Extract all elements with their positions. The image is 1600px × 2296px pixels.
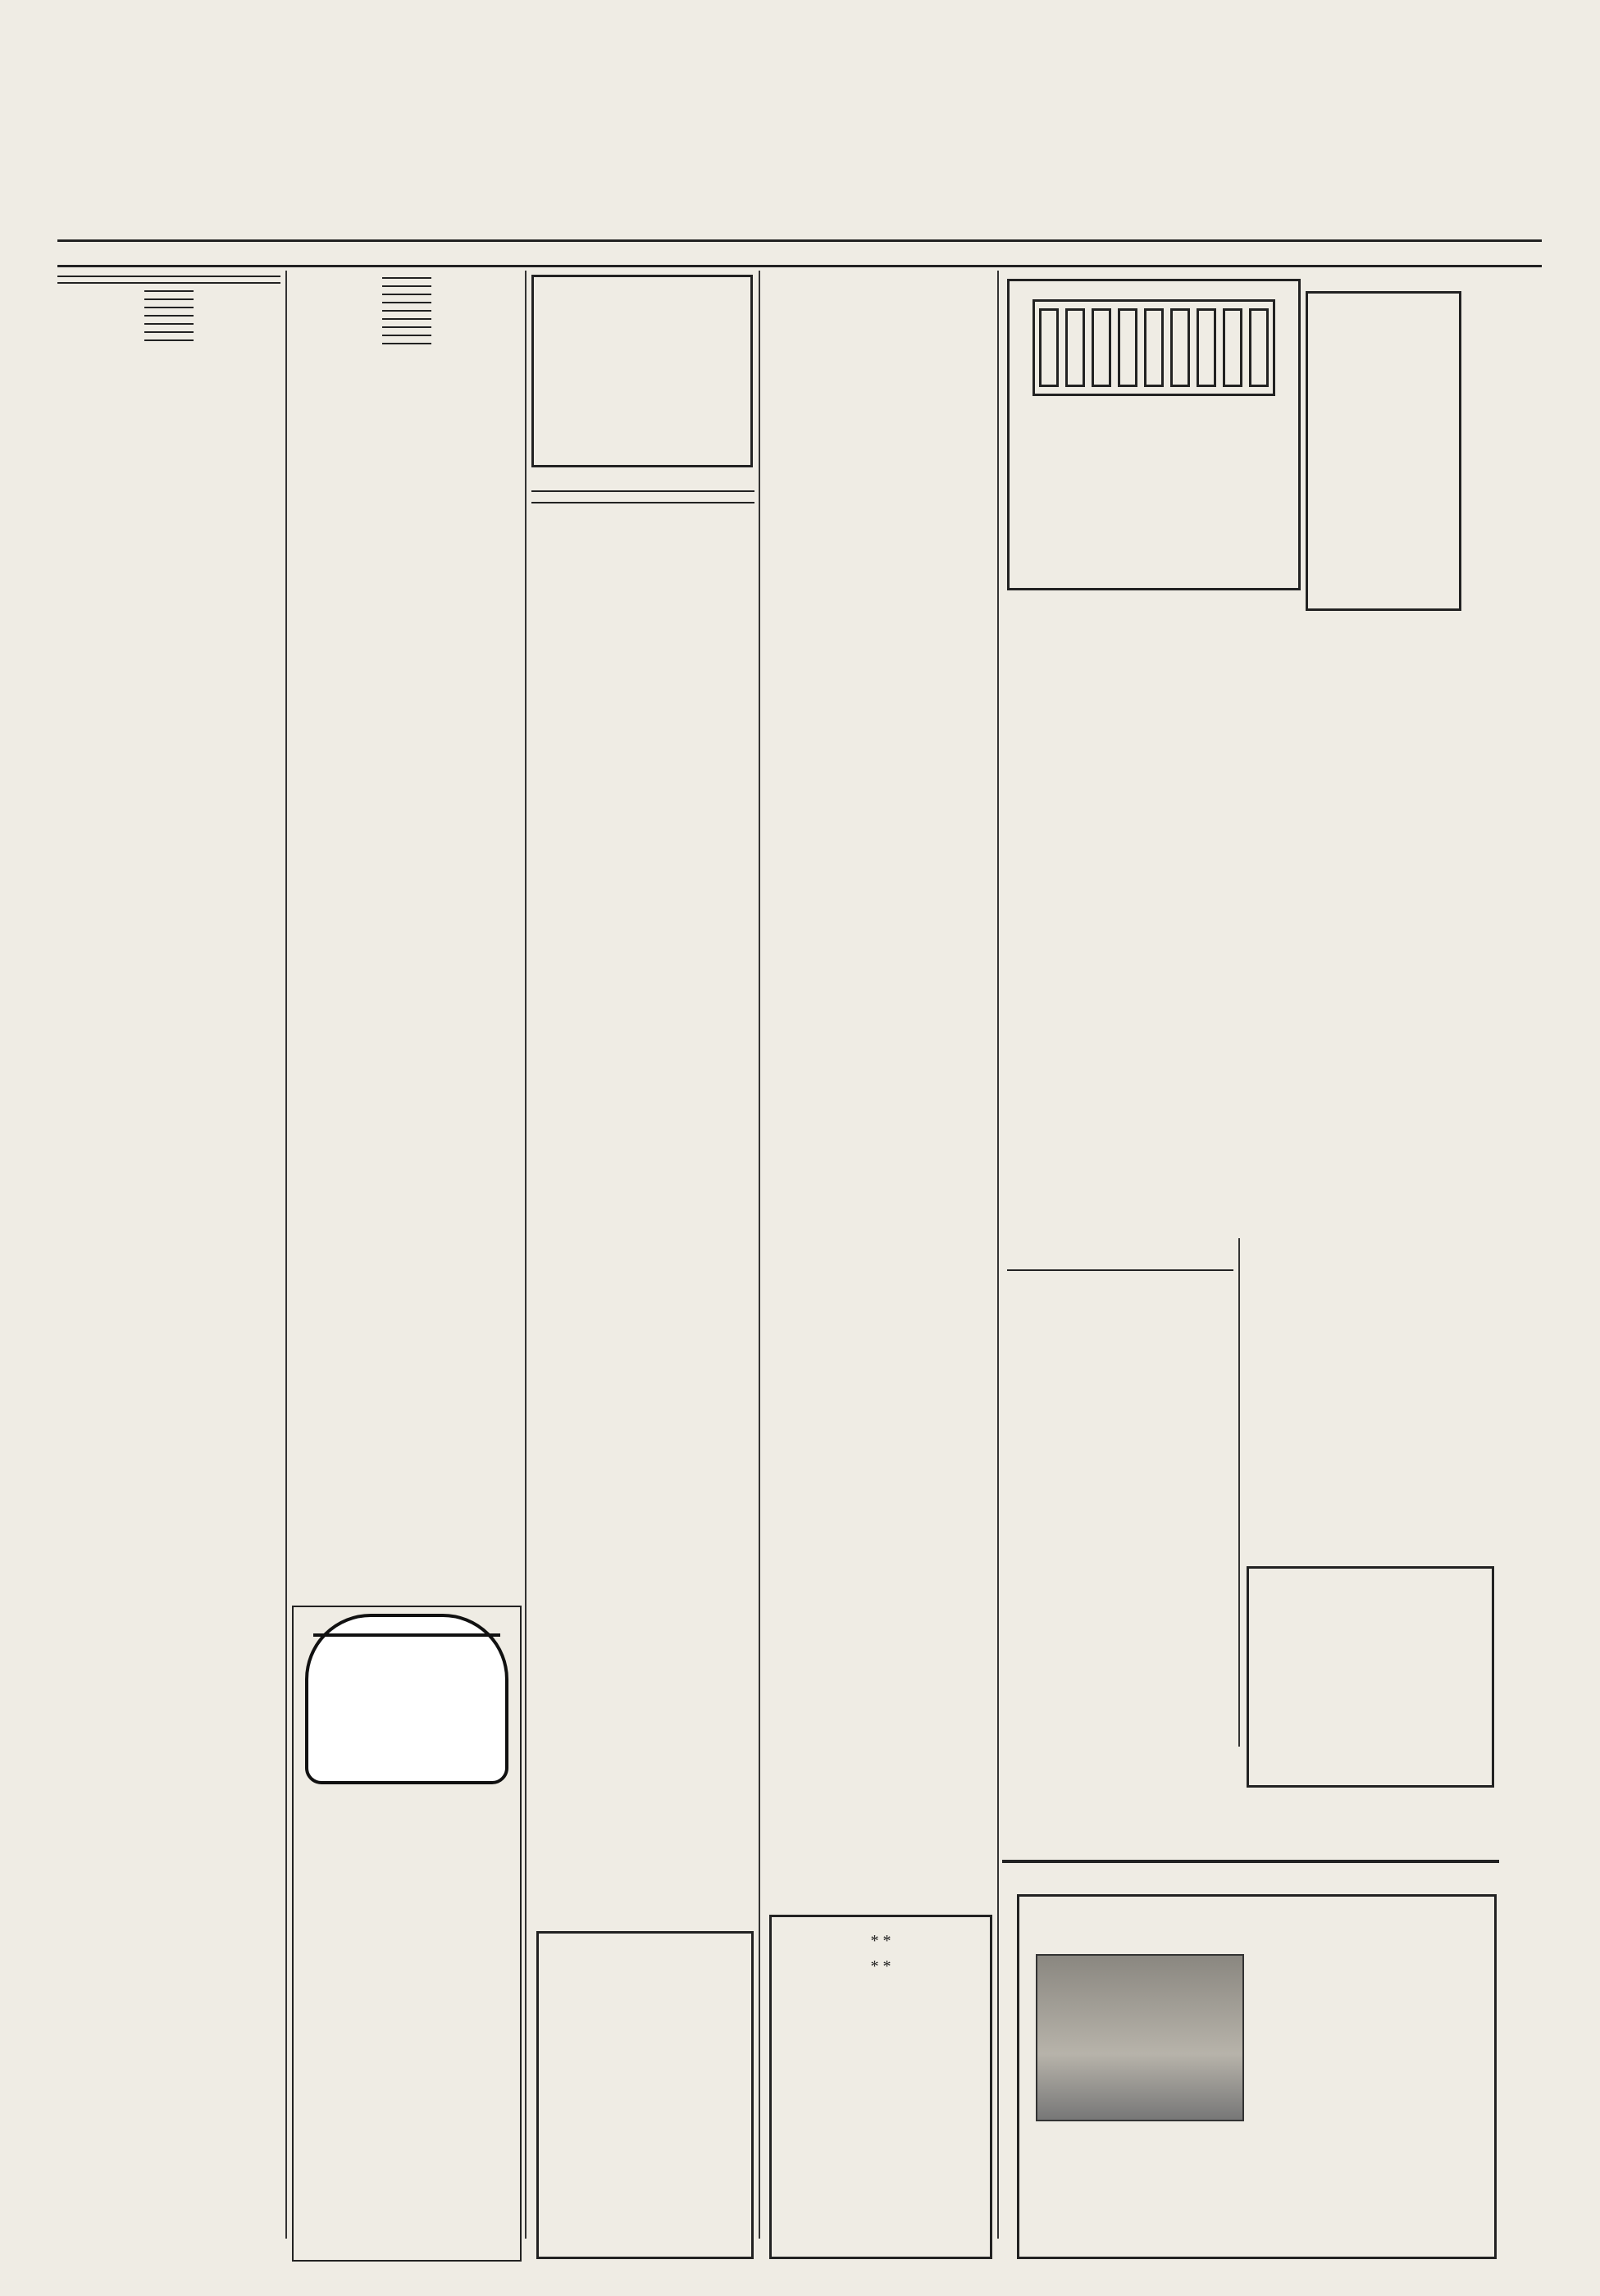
column-rule [1238,1238,1240,1747]
ornament: * * [870,1932,891,1950]
fish-ad [1247,1566,1494,1788]
column-1 [57,271,280,2263]
shoes-ad [1007,279,1301,590]
column-rule [525,271,526,2239]
shoe-bar [1065,308,1085,387]
divider [144,315,194,317]
shoe-bar [1118,308,1137,387]
shoes-graphic [1032,299,1275,396]
divider [382,294,431,295]
divider [382,326,431,328]
college-details [1257,1954,1487,1967]
divider [144,307,194,308]
laundry-ad [769,1915,992,2259]
column-3 [531,484,754,1890]
divider [1002,1860,1499,1863]
scott-ad [531,275,753,467]
shoe-bar [1092,308,1111,387]
divider [382,343,431,344]
divider [382,310,431,312]
column-2 [292,271,522,1599]
divider [382,277,431,279]
divider [144,290,194,292]
shoe-bar [1144,308,1164,387]
divider [382,318,431,320]
column-rule [997,271,999,2239]
divider [382,302,431,303]
mkt-logo-railway [313,1633,500,1637]
shoe-bar [1197,308,1216,387]
dickman-ad [1007,1269,1233,1281]
mkt-railway-ad [292,1606,522,2262]
column-5 [1007,1255,1233,1820]
column-rule [759,271,760,2239]
mkt-logo [305,1614,508,1784]
divider [382,335,431,336]
shoe-bar [1223,308,1242,387]
divider [57,282,280,284]
college-building-image [1036,1954,1244,2121]
inter-ocean-ad [1007,636,1499,1230]
divider [57,276,280,277]
section-heading [531,490,754,503]
shoe-bar [1039,308,1059,387]
divider [144,331,194,333]
shoe-bar [1170,308,1190,387]
divider [144,339,194,341]
photo-note [1247,1796,1501,1853]
dateline-bar [57,239,1542,267]
holdner-ad [1243,1255,1497,1566]
divider [144,298,194,300]
divider [144,323,194,325]
loan-office-ad [536,1931,754,2259]
divider [382,285,431,287]
column-rule [285,271,287,2239]
standard-shoe-ad [1306,291,1461,611]
college-ad [1017,1894,1497,2259]
ornament: * * [870,1957,891,1975]
shoe-bar [1249,308,1269,387]
column-4 [765,271,993,1902]
masthead-title [123,82,1517,238]
mkt-logo-top [308,1617,505,1627]
